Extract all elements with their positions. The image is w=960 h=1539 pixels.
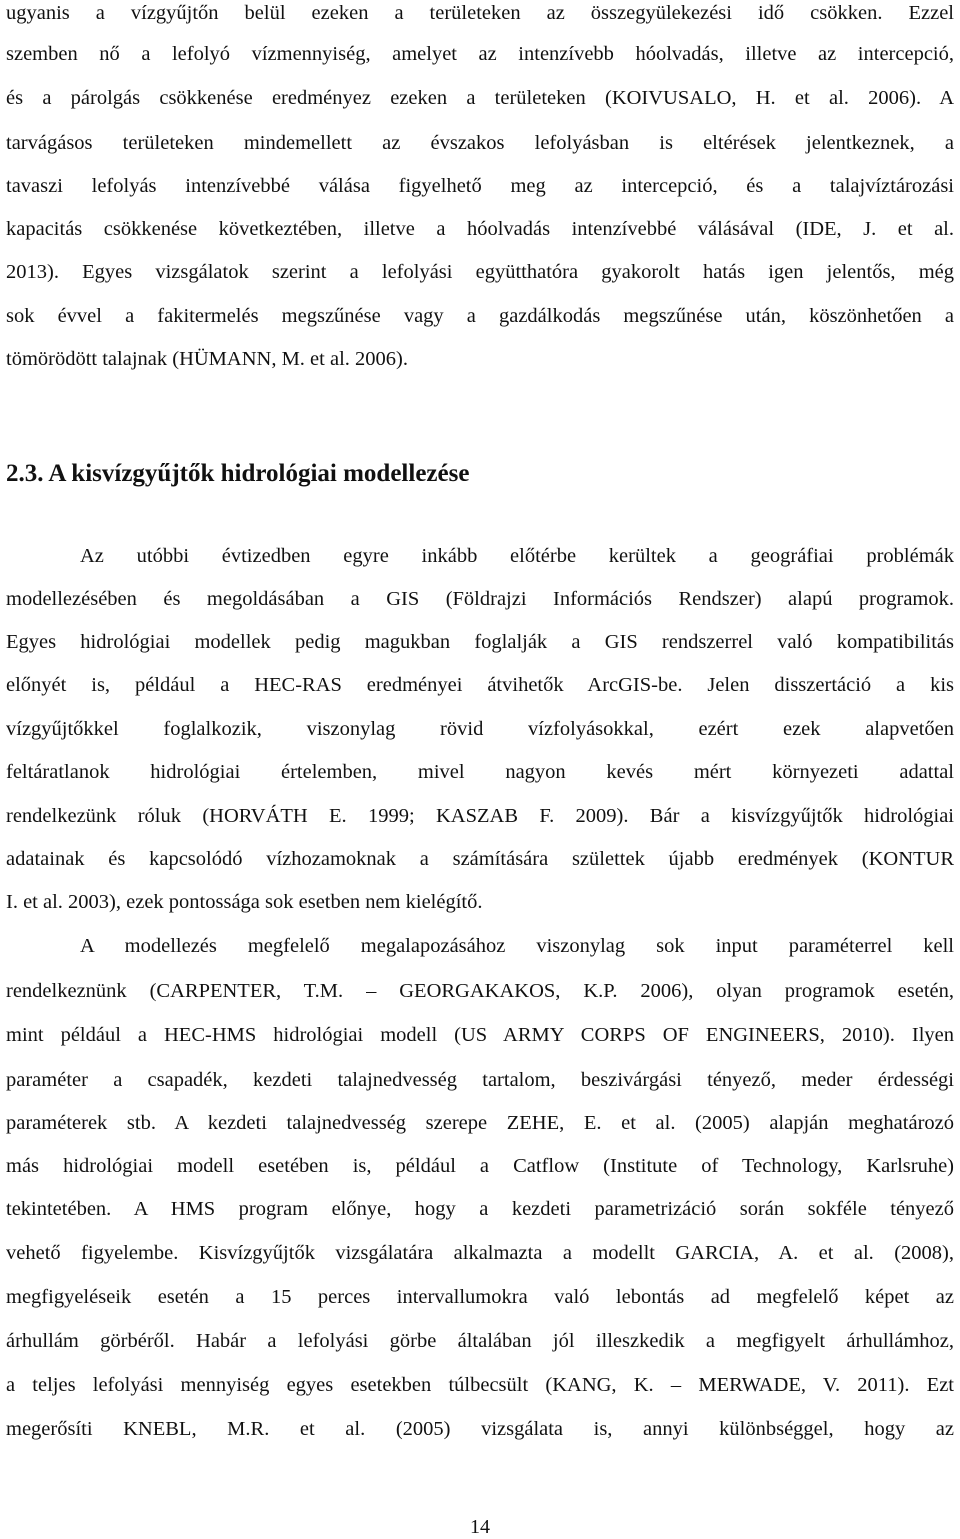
- text-line: kapacitás csökkenése következtében, illetve a hóolvadás intenzívebbé válásával (IDE, J. et al.: [6, 218, 954, 240]
- text-line: szemben nő a lefolyó vízmennyiség, amelyet az intenzívebb hóolvadás, illetve az intercepció,: [6, 43, 954, 65]
- text-line: tavaszi lefolyás intenzívebbé válása figyelhető meg az intercepció, és a talajvíztározási: [6, 175, 954, 197]
- text-line: rendelkeznünk (CARPENTER, T.M. – GEORGAKAKOS, K.P. 2006), olyan programok esetén,: [6, 980, 954, 1002]
- text-line: adatainak és kapcsolódó vízhozamoknak a számítására születtek újabb eredmények (KONTUR: [6, 848, 954, 870]
- text-line: vehető figyelembe. Kisvízgyűjtők vizsgálatára alkalmazta a modellt GARCIA, A. et al. (2008),: [6, 1242, 954, 1264]
- text-line: előnyét is, például a HEC-RAS eredményei átvihetők ArcGIS-be. Jelen disszertáció a kis: [6, 674, 954, 696]
- text-line: tekintetében. A HMS program előnye, hogy a kezdeti parametrizáció során sokféle tényező: [6, 1198, 954, 1220]
- text-line: I. et al. 2003), ezek pontossága sok esetben nem kielégítő.: [6, 891, 483, 913]
- text-line: sok évvel a fakitermelés megszűnése vagy a gazdálkodás megszűnése után, köszönhetően a: [6, 305, 954, 327]
- text-line: ugyanis a vízgyűjtőn belül ezeken a területeken az összegyülekezési idő csökken. Ezzel: [6, 2, 954, 24]
- text-line: árhullám görbéről. Habár a lefolyási görbe általában jól illeszkedik a megfigyelt árhullámhoz,: [6, 1330, 954, 1352]
- text-line: a teljes lefolyási mennyiség egyes esetekben túlbecsült (KANG, K. – MERWADE, V. 2011). Ezt: [6, 1374, 954, 1396]
- text-line: Egyes hidrológiai modellek pedig magukban foglalják a GIS rendszerrel való kompatibilitás: [6, 631, 954, 653]
- text-line: tömörödött talajnak (HÜMANN, M. et al. 2006).: [6, 348, 408, 370]
- text-line: vízgyűjtőkkel foglalkozik, viszonylag rövid vízfolyásokkal, ezért ezek alapvetően: [6, 718, 954, 740]
- text-line: más hidrológiai modell esetében is, például a Catflow (Institute of Technology, Karlsruhe): [6, 1155, 954, 1177]
- text-line: paraméterek stb. A kezdeti talajnedvesség szerepe ZEHE, E. et al. (2005) alapján meghatározó: [6, 1112, 954, 1134]
- text-line: megerősíti KNEBL, M.R. et al. (2005) vizsgálata is, annyi különbséggel, hogy az: [6, 1418, 954, 1440]
- text-line: modellezésében és megoldásában a GIS (Földrajzi Információs Rendszer) alapú programok.: [6, 588, 954, 610]
- text-line: paraméter a csapadék, kezdeti talajnedvesség tartalom, beszivárgási tényező, meder érdességi: [6, 1069, 954, 1091]
- text-line: mint például a HEC-HMS hidrológiai modell (US ARMY CORPS OF ENGINEERS, 2010). Ilyen: [6, 1024, 954, 1046]
- page-number: 14: [470, 1516, 490, 1538]
- text-line: és a párolgás csökkenése eredményez ezeken a területeken (KOIVUSALO, H. et al. 2006). A: [6, 87, 954, 109]
- text-line: feltáratlanok hidrológiai értelemben, mivel nagyon kevés mért környezeti adattal: [6, 761, 954, 783]
- text-line: rendelkezünk róluk (HORVÁTH E. 1999; KASZAB F. 2009). Bár a kisvízgyűjtők hidrológiai: [6, 805, 954, 827]
- text-line: megfigyeléseik esetén a 15 perces intervallumokra való lebontás ad megfelelő képet az: [6, 1286, 954, 1308]
- text-line: A modellezés megfelelő megalapozásához viszonylag sok input paraméterrel kell: [80, 935, 954, 957]
- text-line: Az utóbbi évtizedben egyre inkább előtérbe kerültek a geográfiai problémák: [80, 545, 954, 567]
- section-heading: 2.3. A kisvízgyűjtők hidrológiai modellezése: [6, 460, 470, 487]
- text-line: 2013). Egyes vizsgálatok szerint a lefolyási együtthatóra gyakorolt hatás igen jelentős, még: [6, 261, 954, 283]
- text-line: tarvágásos területeken mindemellett az évszakos lefolyásban is eltérések jelentkeznek, a: [6, 132, 954, 154]
